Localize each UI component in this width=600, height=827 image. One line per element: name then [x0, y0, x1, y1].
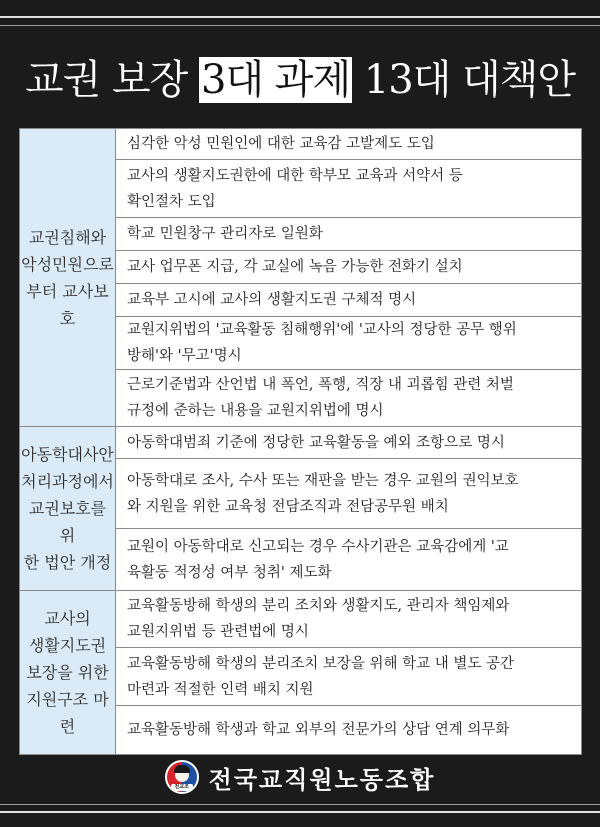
item-line: 육활동 적정성 여부 청취' 제도화	[127, 564, 332, 581]
bottom-rule-thick	[0, 811, 600, 813]
table-row	[20, 591, 582, 648]
item-line: 규정에 준하는 내용을 교원지위법에 명시	[127, 403, 384, 419]
bottom-rule-thin	[0, 804, 600, 805]
category-line: 한 법안 개정	[23, 553, 112, 572]
measure-item	[116, 529, 582, 591]
category-line: 교사의	[44, 609, 91, 628]
item-line: 와 지원을 위한 교육청 전담조직과 전담공무원 배치	[127, 498, 449, 515]
item-line: 교원이 아동학대로 신고되는 경우 수사기관은 교육감에게 '교	[127, 538, 509, 555]
category-line: 지원구조 마련	[26, 690, 109, 736]
category-cell-child-abuse-law	[20, 427, 116, 591]
item-line: 교육활동방해 학생과 학교 외부의 전문가의 상담 연계 의무화	[127, 722, 510, 738]
category-cell-teacher-protection	[20, 129, 116, 427]
item-line: 근로기준법과 산언법 내 폭언, 폭행, 직장 내 괴롭힘 관련 처벌	[127, 377, 514, 393]
item-line: 마련과 적절한 인력 배치 지원	[127, 681, 314, 698]
measure-item	[116, 317, 582, 370]
measure-item	[116, 459, 582, 529]
top-rule-thin	[0, 25, 600, 26]
footer	[0, 755, 600, 799]
union-mascot-logo-icon	[165, 760, 199, 794]
item-line: 아동학대범죄 기준에 정당한 교육활동을 예외 조항으로 명시	[127, 434, 505, 451]
top-rule-thick	[0, 16, 600, 18]
mascot-hair	[174, 765, 190, 773]
measure-item	[116, 129, 582, 160]
title-suffix: 13대 대책안	[363, 57, 575, 103]
measure-item	[116, 160, 582, 218]
title-prefix: 교권 보장	[25, 57, 188, 103]
table-row	[20, 129, 582, 160]
item-line: 교원지위법 등 관련법에 명시	[127, 624, 309, 640]
measure-item	[116, 370, 582, 427]
item-line: 교사 업무폰 지급, 각 교실에 녹음 가능한 전화기 설치	[127, 259, 463, 275]
item-line: 교육활동방해 학생의 분리조치 보장을 위해 학교 내 별도 공간	[127, 655, 515, 672]
title-highlight: 3대 과제	[201, 57, 351, 103]
category-cell-guidance-support	[20, 591, 116, 755]
item-line: 아동학대로 조사, 수사 또는 재판을 받는 경우 교원의 권익보호	[127, 472, 519, 489]
item-line: 학교 민원창구 관리자로 일원화	[127, 226, 323, 242]
category-line: 악성민원으로	[21, 254, 114, 274]
item-line: 교육활동방해 학생의 분리 조치와 생활지도, 관리자 책임제와	[127, 598, 510, 614]
item-line: 교원지위법의 '교육활동 침해행위'에 '교사의 정당한 공무 행위	[127, 322, 517, 338]
category-line: 아동학대사안	[21, 445, 114, 464]
table-row	[20, 427, 582, 459]
item-line: 심각한 악성 민원인에 대한 교육감 고발제도 도입	[127, 136, 435, 152]
category-line: 처리과정에서	[21, 472, 114, 491]
item-line: 교사의 생활지도권한에 대한 학부모 교육과 서약서 등	[127, 167, 463, 184]
measures-table	[19, 128, 582, 755]
measure-item	[116, 284, 582, 317]
measure-item	[116, 218, 582, 251]
category-line: 생활지도권	[28, 636, 107, 655]
organization-name: 전국교직원노동조합	[208, 765, 436, 794]
measure-item	[116, 591, 582, 648]
category-line: 부터 교사보호	[26, 281, 109, 328]
measure-item	[116, 648, 582, 706]
measure-item	[116, 427, 582, 459]
category-line: 교권보호를 위	[28, 499, 107, 545]
category-line: 보장을 위한	[26, 663, 109, 682]
item-line: 방해'와 '무고'명시	[127, 348, 242, 364]
page-title	[0, 50, 600, 110]
category-line: 교권침해와	[28, 227, 107, 247]
measure-item	[116, 706, 582, 755]
item-line: 교육부 고시에 교사의 생활지도권 구체적 명시	[127, 292, 417, 308]
item-line: 확인절차 도입	[127, 193, 216, 210]
measure-item	[116, 251, 582, 284]
logo-badge: 전교조	[171, 784, 193, 791]
